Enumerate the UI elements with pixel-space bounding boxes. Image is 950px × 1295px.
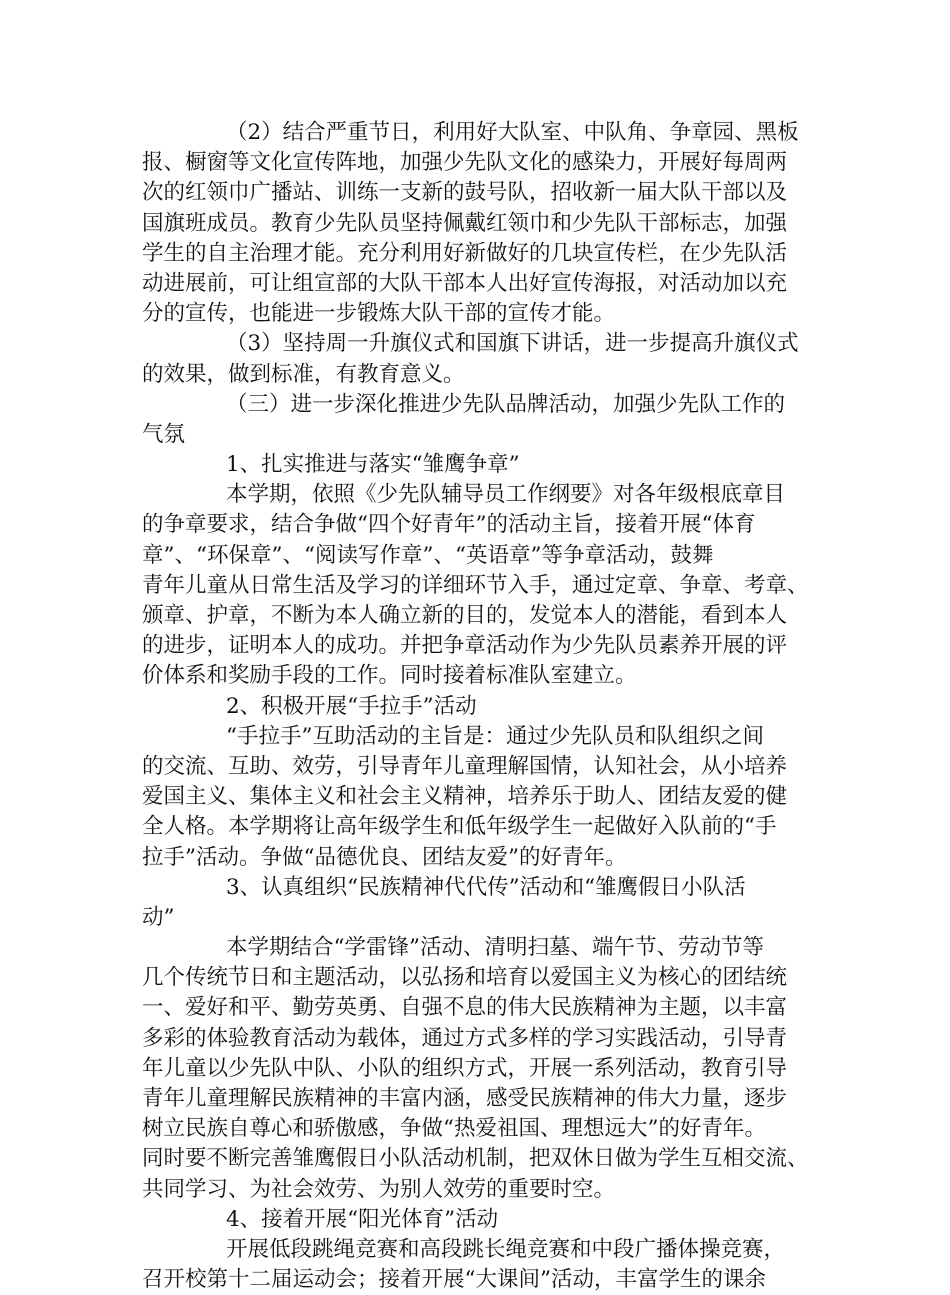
text-line: 本学期结合“学雷锋”活动、清明扫墓、端午节、劳动节等 bbox=[226, 935, 764, 961]
text-line: 爱国主义、集体主义和社会主义精神，培养乐于助人、团结友爱的健 bbox=[142, 784, 788, 810]
text-line: 颁章、护章，不断为本人确立新的目的，发觉本人的潜能，看到本人 bbox=[142, 603, 788, 628]
text-line: 同时要不断完善雏鹰假日小队活动机制，把双休日做为学生互相交流、 bbox=[142, 1146, 809, 1172]
text-line: “手拉手”互助活动的主旨是：通过少先队员和队组织之间 bbox=[226, 723, 764, 749]
text-line: 的效果，做到标准，有教育意义。 bbox=[142, 361, 465, 387]
text-line: 动” bbox=[142, 904, 175, 930]
text-line: 的交流、互助、效劳，引导青年儿童理解国情，认知社会，从小培养 bbox=[142, 753, 788, 779]
text-line: 国旗班成员。教育少先队员坚持佩戴红领巾和少先队干部标志，加强 bbox=[142, 210, 788, 236]
text-line: 年儿童以少先队中队、小队的组织方式，开展一系列活动，教育引导 bbox=[142, 1055, 788, 1081]
text-line: （三）进一步深化推进少先队品牌活动，加强少先队工作的 bbox=[226, 391, 786, 417]
text-line: 全人格。本学期将让高年级学生和低年级学生一起做好入队前的“手 bbox=[142, 814, 777, 840]
text-line: 报、橱窗等文化宣传阵地，加强少先队文化的感染力，开展好每周两 bbox=[142, 150, 788, 176]
text-line: 1、扎实推进与落实“雏鹰争章” bbox=[226, 452, 520, 478]
text-line: 几个传统节日和主题活动，以弘扬和培育以爱国主义为核心的团结统 bbox=[142, 965, 788, 991]
text-line: 2、积极开展“手拉手”活动 bbox=[226, 693, 477, 719]
text-line: 分的宣传，也能进一步锻炼大队干部的宣传才能。 bbox=[142, 301, 616, 327]
text-line: 章”、“环保章”、“阅读写作章”、“英语章”等争章活动，鼓舞 bbox=[142, 542, 714, 568]
text-line: 的争章要求，结合争做“四个好青年”的活动主旨，接着开展“体育 bbox=[142, 512, 756, 538]
text-line: 拉手”活动。争做“品德优良、团结友爱”的好青年。 bbox=[142, 844, 627, 870]
text-line: 青年儿童理解民族精神的丰富内涵，感受民族精神的伟大力量，逐步 bbox=[142, 1086, 788, 1111]
text-line: 本学期，依照《少先队辅导员工作纲要》对各年级根底章目 bbox=[226, 482, 786, 508]
text-line: 4、接着开展“阳光体育”活动 bbox=[226, 1206, 499, 1232]
text-line: 3、认真组织“民族精神代代传”活动和“雏鹰假日小队活 bbox=[226, 874, 746, 900]
text-line: （3）坚持周一升旗仪式和国旗下讲话，进一步提高升旗仪式 bbox=[226, 331, 799, 357]
text-line: 学生的自主治理才能。充分利用好新做好的几块宣传栏，在少先队活 bbox=[142, 240, 788, 266]
text-line: 多彩的体验教育活动为载体，通过方式多样的学习实践活动，引导青 bbox=[142, 1025, 788, 1051]
text-line: 一、爱好和平、勤劳英勇、自强不息的伟大民族精神为主题，以丰富 bbox=[142, 995, 788, 1021]
text-line: 召开校第十二届运动会；接着开展“大课间”活动，丰富学生的课余 bbox=[142, 1267, 766, 1293]
text-line: 价体系和奖励手段的工作。同时接着标准队室建立。 bbox=[142, 663, 637, 689]
text-line: 树立民族自尊心和骄傲感，争做“热爱祖国、理想远大”的好青年。 bbox=[142, 1116, 766, 1142]
text-line: 的进步，证明本人的成功。并把争章活动作为少先队员素养开展的评 bbox=[142, 633, 788, 659]
text-line: 动进展前，可让组宣部的大队干部本人出好宣传海报，对活动加以充 bbox=[142, 270, 788, 296]
text-line: 青年儿童从日常生活及学习的详细环节入手，通过定章、争章、考章、 bbox=[142, 572, 809, 598]
text-line: 气氛 bbox=[142, 421, 186, 447]
text-line: 次的红领巾广播站、训练一支新的鼓号队，招收新一届大队干部以及 bbox=[142, 180, 788, 206]
document-body bbox=[142, 118, 822, 1295]
text-line: 共同学习、为社会效劳、为别人效劳的重要时空。 bbox=[142, 1176, 616, 1202]
text-line: 开展低段跳绳竞赛和高段跳长绳竞赛和中段广播体操竞赛， bbox=[226, 1236, 786, 1262]
text-line: （2）结合严重节日，利用好大队室、中队角、争章园、黑板 bbox=[226, 120, 799, 145]
